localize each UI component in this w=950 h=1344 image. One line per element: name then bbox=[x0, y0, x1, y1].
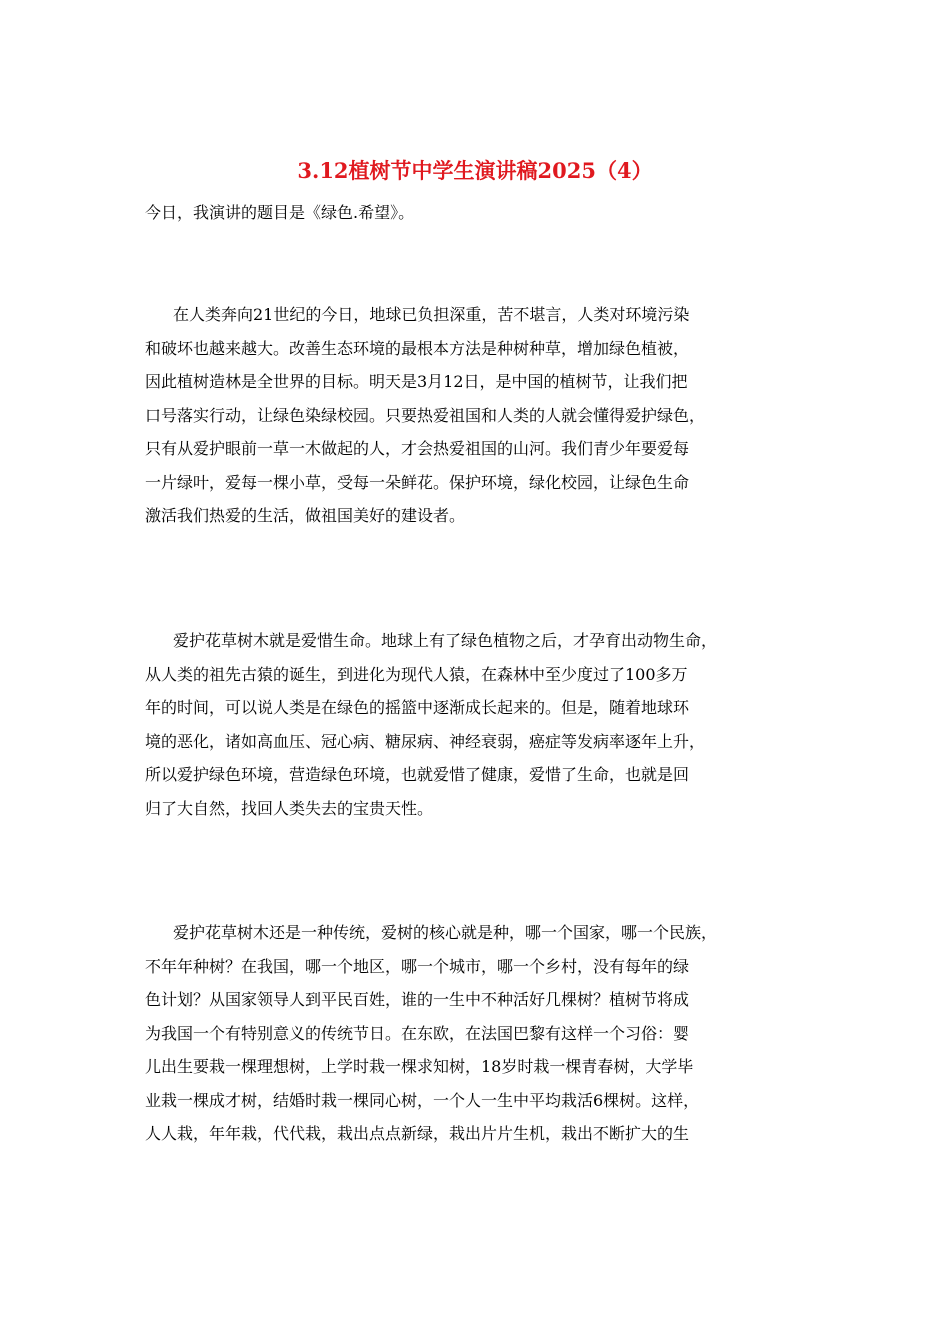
paragraph-line: 为我国一个有特别意义的传统节日。在东欧，在法国巴黎有这样一个习俗：婴 bbox=[145, 1023, 690, 1043]
paragraph-line: 人人栽，年年栽，代代栽，栽出点点新绿，栽出片片生机，栽出不断扩大的生 bbox=[145, 1124, 690, 1143]
paragraph-line: 爱护花草树木就是爱惜生命。地球上有了绿色植物之后，才孕育出动物生命， bbox=[173, 631, 718, 650]
paragraph-line: 归了大自然，找回人类失去的宝贵天性。 bbox=[145, 798, 434, 818]
paragraph-line: 境的恶化，诸如高血压、冠心病、糖尿病、神经衰弱，癌症等发病率逐年上升， bbox=[145, 731, 706, 751]
paragraph-line: 只有从爱护眼前一草一木做起的人，才会热爱祖国的山河。我们青少年要爱每 bbox=[145, 439, 690, 458]
paragraph-line: 不年年种树？在我国，哪一个地区，哪一个城市，哪一个乡村，没有每年的绿 bbox=[145, 956, 690, 976]
intro-line: 今日，我演讲的题目是《绿色.希望》。 bbox=[145, 203, 415, 222]
paragraph-3 bbox=[145, 916, 835, 1151]
paragraph-line: 年的时间，可以说人类是在绿色的摇篮中逐渐成长起来的。但是，随着地球环 bbox=[145, 698, 690, 717]
paragraph-line: 激活我们热爱的生活，做祖国美好的建设者。 bbox=[145, 506, 466, 525]
paragraph-line: 一片绿叶，爱每一棵小草，受每一朵鲜花。保护环境，绿化校园，让绿色生命 bbox=[145, 472, 690, 492]
paragraph-line: 口号落实行动，让绿色染绿校园。只要热爱祖国和人类的人就会懂得爱护绿色， bbox=[145, 405, 706, 425]
paragraph-line: 和破坏也越来越大。改善生态环境的最根本方法是种树种草，增加绿色植被， bbox=[145, 338, 690, 358]
paragraph-1 bbox=[145, 298, 835, 533]
paragraph-line: 儿出生要栽一棵理想树，上学时栽一棵求知树，18岁时栽一棵青春树，大学毕 bbox=[145, 1057, 694, 1076]
paragraph-line: 所以爱护绿色环境，营造绿色环境，也就爱惜了健康，爱惜了生命，也就是回 bbox=[145, 765, 690, 784]
paragraph-line: 从人类的祖先古猿的诞生，到进化为现代人猿，在森林中至少度过了100多万 bbox=[145, 664, 688, 684]
paragraph-line: 在人类奔向21世纪的今日，地球已负担深重，苦不堪言，人类对环境污染 bbox=[173, 305, 690, 324]
paragraph-line: 色计划？从国家领导人到平民百姓，谁的一生中不种活好几棵树？植树节将成 bbox=[145, 990, 690, 1009]
document-title: 3.12植树节中学生演讲稿2025（4） bbox=[297, 158, 653, 183]
paragraph-line: 业栽一棵成才树，结婚时栽一棵同心树，一个人一生中平均栽活6棵树。这样， bbox=[145, 1090, 700, 1110]
paragraph-line: 因此植树造林是全世界的目标。明天是3月12日，是中国的植树节，让我们把 bbox=[145, 372, 688, 391]
paragraph-line: 爱护花草树木还是一种传统，爱树的核心就是种，哪一个国家，哪一个民族， bbox=[173, 923, 718, 942]
paragraph-2 bbox=[145, 624, 835, 825]
